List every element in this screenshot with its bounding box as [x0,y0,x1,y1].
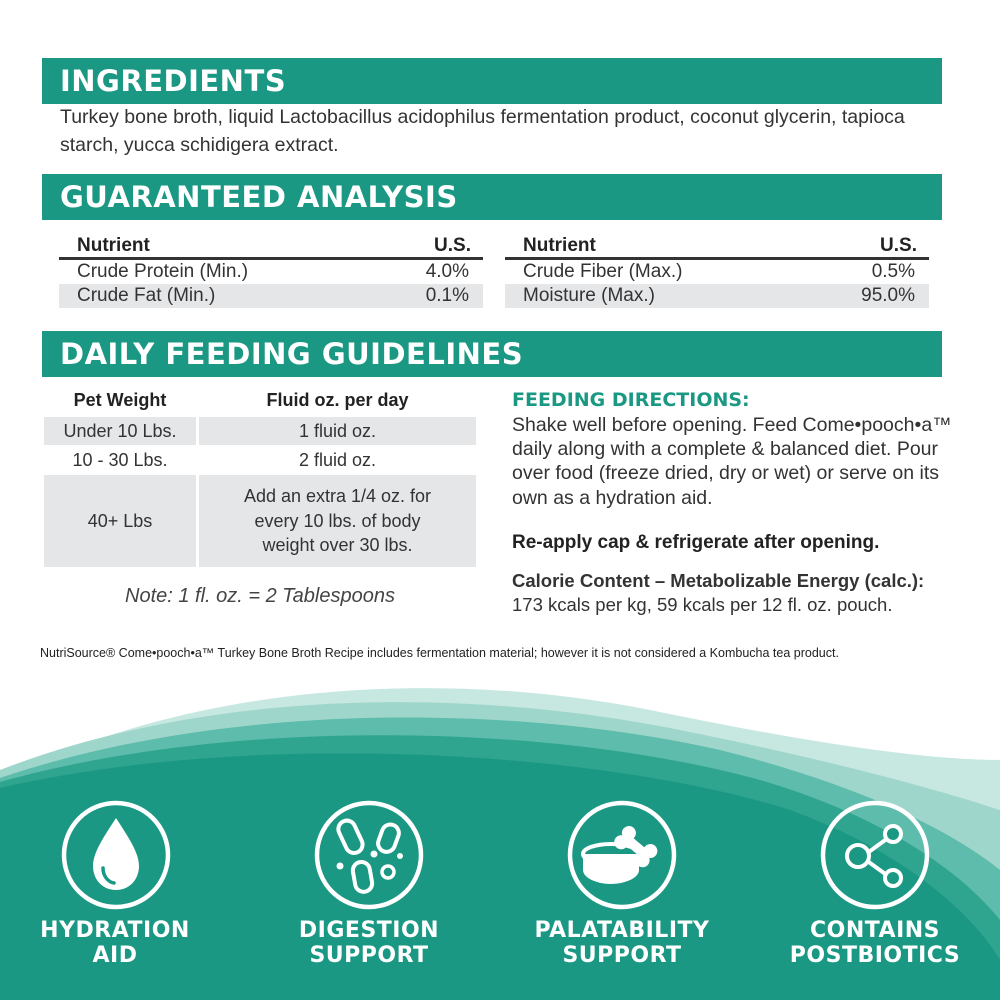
ingredients-text: Turkey bone broth, liquid Lactobacillus acidophilus fermentation product, coconut glycerin, tapioca starch, yucca schidigera extract. [60,106,905,156]
benefit-label-line: AID [92,943,138,968]
pet-weight-cell: Under 10 Lbs. [44,417,196,445]
table-row [505,260,929,284]
analysis-table-header [59,236,483,260]
benefit-label-line: HYDRATION [40,918,190,943]
molecule-icon [818,798,932,912]
feeding-note: Note: 1 fl. oz. = 2 Tablespoons [125,585,395,607]
pet-weight-cell: 10 - 30 Lbs. [72,449,168,470]
pet-weight-cell: 40+ Lbs [44,475,196,567]
benefit-label-line: SUPPORT [309,943,429,968]
calorie-content-title: Calorie Content – Metabolizable Energy (calc.): [512,570,925,591]
nutrient-column-header: Nutrient [77,235,150,256]
water-drop-icon [59,798,173,912]
us-column-header: U.S. [880,235,917,256]
analysis-table-header [505,236,929,260]
table-row [505,284,929,308]
benefit-label-line: DIGESTION [298,918,440,943]
ingredients-heading: INGREDIENTS [42,58,942,104]
feeding-directions-text: Shake well before opening. Feed Come•pooch•a™ daily along with a complete & balanced diet. Pour over food (freeze dried, dry or wet) or serve on its own as a hydration aid. [512,414,952,509]
benefit-label-hydration [0,918,230,968]
feeding-table [44,386,476,567]
analysis-heading: GUARANTEED ANALYSIS [42,174,942,220]
refrigerate-instruction: Re-apply cap & refrigerate after opening. [512,532,880,553]
benefit-label-line: CONTAINS [809,918,941,943]
table-row [59,260,483,284]
nutrient-name: Crude Fat (Min.) [77,285,216,306]
feeding-table-header [44,386,476,414]
benefit-label-line: PALATABILITY [534,918,710,943]
benefit-label-postbiotics [760,918,990,968]
disclaimer-text: NutriSource® Come•pooch•a™ Turkey Bone Broth Recipe includes fermentation material; however it is not considered a Kombucha tea product. [40,646,839,660]
pet-weight-column-header: Pet Weight [73,390,167,410]
bacteria-icon [312,798,426,912]
bone-bowl-icon [565,798,679,912]
fluid-amount-cell: Add an extra 1/4 oz. for every 10 lbs. of body weight over 30 lbs. [199,475,476,567]
nutrient-value: 0.1% [425,285,469,306]
table-row [44,475,476,567]
nutrient-column-header: Nutrient [523,235,596,256]
analysis-table-left [59,236,483,308]
fluid-amount-cell: 2 fluid oz. [298,449,377,470]
nutrient-value: 4.0% [425,261,469,282]
nutrient-value: 0.5% [871,261,915,282]
nutrient-value: 95.0% [861,285,915,306]
benefit-label-line: POSTBIOTICS [789,943,961,968]
benefit-label-line: SUPPORT [562,943,682,968]
benefit-label-digestion [254,918,484,968]
nutrient-name: Crude Fiber (Max.) [523,261,683,282]
table-row [59,284,483,308]
us-column-header: U.S. [434,235,471,256]
nutrient-name: Crude Protein (Min.) [77,261,249,282]
table-row [44,448,476,472]
fluid-column-header: Fluid oz. per day [266,389,409,410]
feeding-directions-title: FEEDING DIRECTIONS: [512,389,750,411]
nutrient-name: Moisture (Max.) [523,285,655,306]
fluid-amount-cell: 1 fluid oz. [199,417,476,445]
feeding-heading: DAILY FEEDING GUIDELINES [42,331,942,377]
table-row [44,417,476,445]
analysis-table-right [505,236,929,308]
calorie-content-text: 173 kcals per kg, 59 kcals per 12 fl. oz. pouch. [512,594,893,615]
benefit-label-palatability [507,918,737,968]
